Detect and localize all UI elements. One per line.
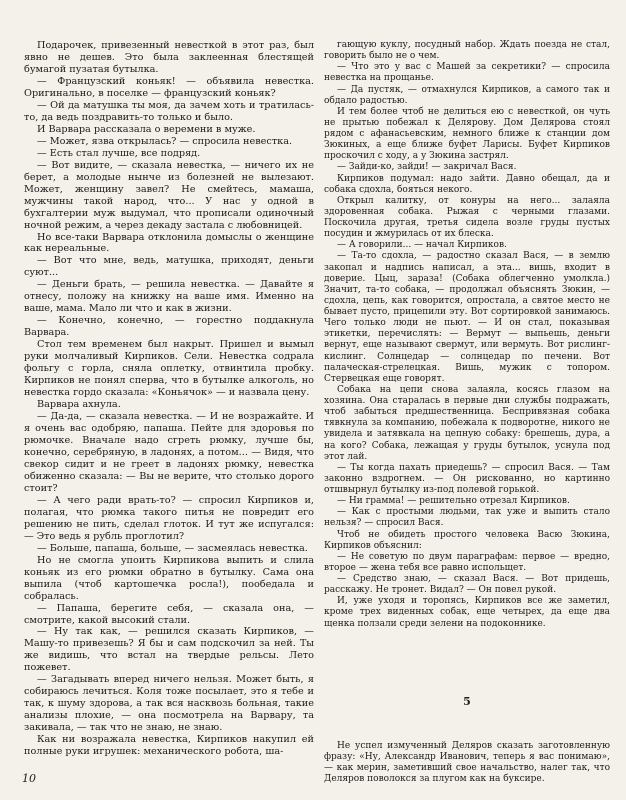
paragraph: — А говорили... — начал Кирпиков. xyxy=(337,240,507,251)
paragraph: — Как с простыми людьми, так уже и выпить стало нельзя? — спросил Вася. xyxy=(324,507,610,529)
paragraph: Не успел измученный Деляров сказать заготовленную фразу: «Ну, Александр Иванович, теперь я вас понимаю», — как мерин, заметивший свое начальство, налег так, что Деляров поволокся за плугом как на буксире. xyxy=(324,740,610,785)
paragraph: Но не смогла упоить Кирпикова выпить и слила коньяк из его рюмки обратно в бутылку. Сама она выпила (чтоб картошечка росла!), пообедала и собралась. xyxy=(24,554,314,602)
paragraph: — Зайди-ко, зайди! — закричал Вася. xyxy=(337,162,517,173)
paragraph: И Варвара рассказала о веремени в муже. xyxy=(37,123,256,135)
paragraph: — Деньги брать, — решила невестка. — Давайте я отнесу, положу на книжку на ваше имя. Именно на ваше, мама. Мало ли что и как в жизни. xyxy=(24,279,314,315)
right-text-column xyxy=(324,40,610,785)
paragraph: — Вот что мне, ведь, матушка, приходят, деньги суют... xyxy=(24,255,314,279)
paragraph: — Ну так как, — решился сказать Кирпиков, — Машу-то привезешь? Я бы и сам подскочил за ней. Ты же видишь, что встал на твердые рельсы. Лето пожевет. xyxy=(24,626,314,674)
paragraph: Варвара ахнула. xyxy=(37,399,121,411)
paragraph: — Та-то сдохла, — радостно сказал Вася, — в землю закопал и надпись написал, а эта... вишь, входит в доверие. Цыц, зараза! (Собака облегченно умолкла.) Значит, та-то собака, — продолжал объяснять Зюкин, — сдохла, цепь, как говорится, опростала, а святое место не бывает пусто, прицепили эту. Вот сортировкой занимаюсь. Чего только люди не пьют. — И он стал, показывая этикетки, перечислять: — Вермут — выпьешь, деньги вернут, еще называют свермут, или вермуть. Вот рислинг-кислинг. Солнцедар — солнцедар по печени. Вот палаческая-стрелецкая. Вишь, мужик с топором. Стервецкая еще говорят. xyxy=(324,251,610,384)
paragraph: — Не советую по двум параграфам: первое — вредно, второе — жена тебя все равно испольщет. xyxy=(324,551,610,573)
paragraph: — Ой да матушка ты моя, да зачем хоть и тратилась-то, да ведь поздравить-то только и было. xyxy=(24,99,314,123)
right-column-upper-text xyxy=(324,40,610,630)
paragraph: гающую куклу, посудный набор. Ждать поезда не стал, говорить было не о чем. xyxy=(324,40,610,62)
paragraph: И тем более чтоб не делиться ею с невесткой, он чуть не прытью побежал к Делярову. Дом Делярова стоял рядом с афанасьевским, немного ближе к станции дом Зюкиных, а еще ближе буфет Ларисы. Буфет Кирпиков проскочил с ходу, а у Зюкина застрял. xyxy=(324,106,610,162)
paragraph: — Загадывать вперед ничего нельзя. Может быть, я собираюсь лечиться. Коля тоже посылает, это я тебе и так, к шуму здорова, а так вся насквозь больная, такие анализы плохие, — она посмотрела на Варвару, та закивала, — так что не знаю, не знаю. xyxy=(24,674,314,734)
paragraph: — Да-да, — сказала невестка. — И не возражайте. И я очень вас одобряю, папаша. Пейте для здоровья по рюмочке. Вначале надо сгреть рюмку, лучше бы, конечно, серебряную, в ладонях, а потом... — Видя, что свекор сидит и не греет в ладонях рюмку, невестка обиженно сказала: — Вы не верите, что столько дорого стоит? xyxy=(24,411,314,494)
paragraph: — Больше, папаша, больше, — засмеялась невестка. xyxy=(37,542,308,554)
paragraph: Открыл калитку, от конуры на него... залаяла здоровенная собака. Рыжая с черными глазами. Поскочила другая, третья сидела возле груды пустых посудин и жмурилась от их блеска. xyxy=(324,195,610,240)
right-column-lower-text xyxy=(324,741,610,786)
paragraph: Но все-таки Варвара отклонила домыслы о женщине как нереальные. xyxy=(24,231,314,255)
paragraph: — Что это у вас с Машей за секретики? — спросила невестка на прощанье. xyxy=(324,62,610,84)
paragraph: Собака на цепи снова залаяла, косясь глазом на хозяина. Она старалась в первые дни службы подражать, чтоб забыться предшественница. Беспривязная собака тявкнула за компанию, побежала к подворотне, никого не увидела и затявкала на цепную собаку: брешешь, дура, а на кого? Собака, лежащая у груды бутылок, уснула под этот лай. xyxy=(324,384,610,462)
paragraph: — А чего ради врать-то? — спросил Кирпиков и, полагая, что рюмка такого питья не повредит его решению не пить, сделал глоток. И тут же испугался: — Это ведь я рубль проглотил? xyxy=(24,494,314,542)
paragraph: И, уже уходя и торопясь, Кирпиков все же заметил, кроме трех виденных собак, еще четырех, да еще два щенка ползали среди зелени на подоконнике. xyxy=(324,596,610,629)
paragraph: — Ни грамма! — решительно отрезал Кирпиков. xyxy=(337,496,570,507)
paragraph: Чтоб не обидеть простого человека Васю Зюкина, Кирпиков объяснил: xyxy=(324,529,610,551)
paragraph: Подарочек, привезенный невесткой в этот раз, был явно не дешев. Это была заклеенная блестящей бумагой пузатая бутылка. xyxy=(24,40,314,75)
paragraph: — Французский коньяк! — объявила невестка. Оригинально, в поселке — французский коньяк? xyxy=(24,75,314,99)
paragraph: Как ни возражала невестка, Кирпиков накупил ей полные руки игрушек: механического робота, ша- xyxy=(24,734,314,758)
paragraph: — Может, язва открылась? — спросила невестка. xyxy=(37,135,293,147)
section-number: 5 xyxy=(463,694,471,708)
paragraph: — Ты когда пахать приедешь? — спросил Вася. — Там законно вздрогнем. — Он рискованно, но картинно отшвырнул бутылку из-под полевой горькой. xyxy=(324,462,610,495)
paragraph: — Вот видите, — сказала невестка, — ничего их не берет, а молодые нынче из болезней не вылезают. Может, женщину завел? Не смейтесь, мамаша, мужчины такой народ, что... У нас у одной в бухгалтерии муж выдумал, что прописали одиночный ночной режим, а через декаду застала с любовницей. xyxy=(24,159,314,231)
paragraph: — Конечно, конечно, — горестно поддакнула Варвара. xyxy=(24,315,314,339)
page-number: 10 xyxy=(22,772,36,785)
paragraph: Кирпиков подумал: надо зайти. Давно обещал, да и собака сдохла, бояться некого. xyxy=(324,173,610,195)
paragraph: — Папаша, берегите себя, — сказала она, — смотрите, какой высокий стали. xyxy=(24,602,314,626)
paragraph: — Есть стал лучше, все подряд. xyxy=(37,147,201,159)
paragraph: — Средство знаю, — сказал Вася. — Вот придешь, расскажу. Не тронет. Видал? — Он повел рукой. xyxy=(324,574,610,596)
paragraph: — Да пустяк, — отмахнулся Кирпиков, а самого так и обдало радостью. xyxy=(324,84,610,106)
paragraph: Стол тем временем был накрыт. Пришел и вымыл руки молчаливый Кирпиков. Сели. Невестка содрала фольгу с горла, сняла оплетку, отвинтила пробку. Кирпиков не понял сперва, что в бутылке алкоголь, но невестка гордо сказала: «Коньячок» — и назвала цену. xyxy=(24,339,314,399)
left-text-column xyxy=(24,40,314,758)
